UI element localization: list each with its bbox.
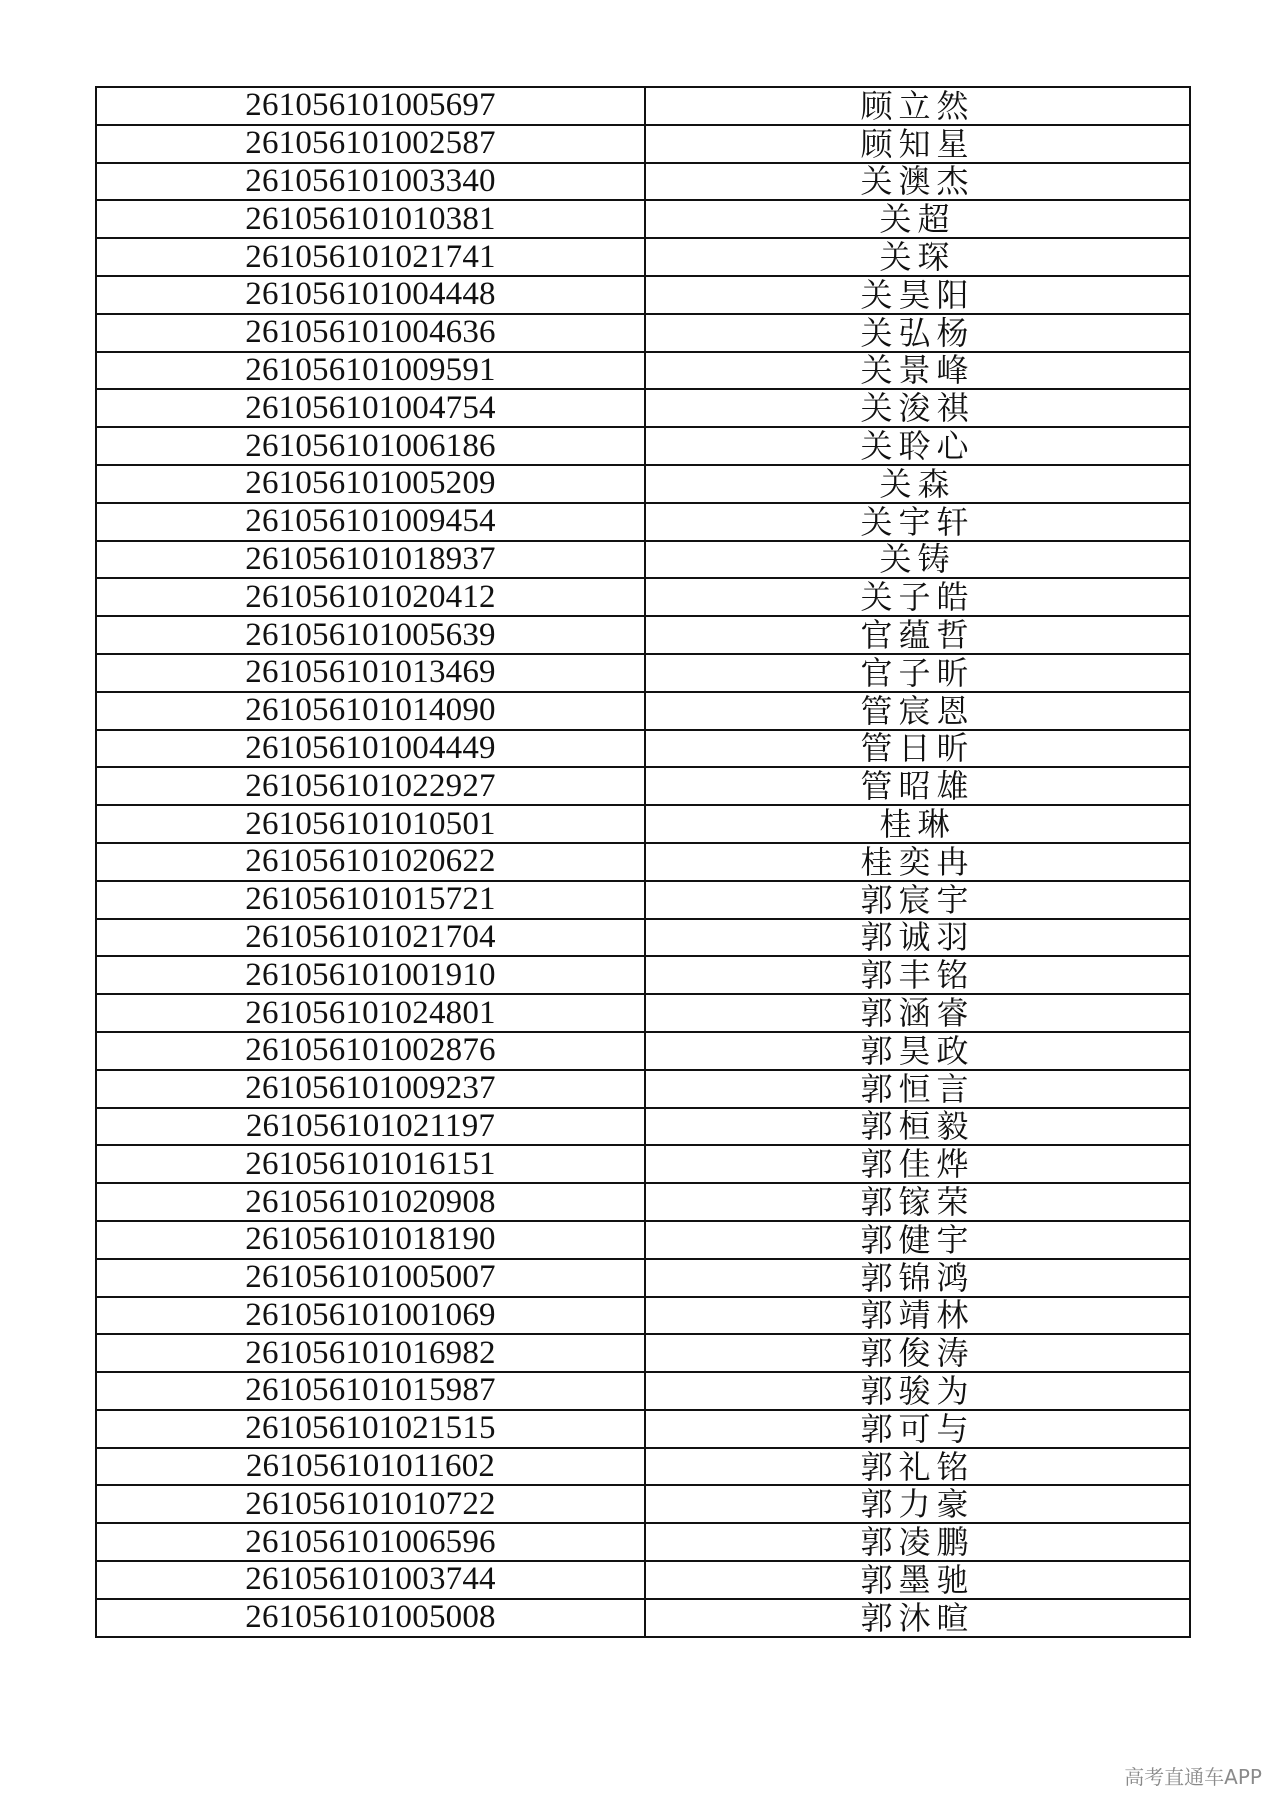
- candidate-name-cell: 郭诚羽: [645, 919, 1190, 957]
- table-row: [96, 541, 1190, 579]
- candidate-table-body: [96, 87, 1190, 1637]
- candidate-id-cell: 261056101020412: [96, 578, 645, 616]
- candidate-name-cell: 郭健宇: [645, 1221, 1190, 1259]
- candidate-name-cell: 郭礼铭: [645, 1448, 1190, 1486]
- candidate-name-cell: 关子皓: [645, 578, 1190, 616]
- table-row: [96, 125, 1190, 163]
- candidate-name-cell: 郭锦鸿: [645, 1259, 1190, 1297]
- candidate-id-cell: 261056101024801: [96, 994, 645, 1032]
- table-row: [96, 881, 1190, 919]
- candidate-id-cell: 261056101021704: [96, 919, 645, 957]
- candidate-id-cell: 261056101013469: [96, 654, 645, 692]
- candidate-name-cell: 郭丰铭: [645, 956, 1190, 994]
- candidate-id-cell: 261056101021515: [96, 1410, 645, 1448]
- candidate-name-cell: 管宸恩: [645, 692, 1190, 730]
- candidate-id-cell: 261056101003744: [96, 1561, 645, 1599]
- table-row: [96, 200, 1190, 238]
- candidate-name-cell: 郭力豪: [645, 1485, 1190, 1523]
- table-row: [96, 805, 1190, 843]
- candidate-name-cell: 桂奕冉: [645, 843, 1190, 881]
- candidate-name-cell: 关澳杰: [645, 163, 1190, 201]
- candidate-id-cell: 261056101003340: [96, 163, 645, 201]
- candidate-id-cell: 261056101010722: [96, 1485, 645, 1523]
- candidate-name-cell: 关铸: [645, 541, 1190, 579]
- candidate-name-cell: 关景峰: [645, 352, 1190, 390]
- table-row: [96, 1372, 1190, 1410]
- candidate-id-cell: 261056101001910: [96, 956, 645, 994]
- candidate-id-cell: 261056101004754: [96, 389, 645, 427]
- candidate-name-cell: 官子昕: [645, 654, 1190, 692]
- candidate-name-cell: 管日昕: [645, 730, 1190, 768]
- candidate-id-cell: 261056101005008: [96, 1599, 645, 1637]
- table-row: [96, 1108, 1190, 1146]
- candidate-name-cell: 关森: [645, 465, 1190, 503]
- candidate-id-cell: 261056101005639: [96, 616, 645, 654]
- candidate-id-cell: 261056101022927: [96, 767, 645, 805]
- table-row: [96, 692, 1190, 730]
- table-row: [96, 276, 1190, 314]
- table-row: [96, 919, 1190, 957]
- candidate-name-cell: 关超: [645, 200, 1190, 238]
- candidate-name-cell: 郭墨驰: [645, 1561, 1190, 1599]
- candidate-id-cell: 261056101015987: [96, 1372, 645, 1410]
- candidate-name-cell: 郭可与: [645, 1410, 1190, 1448]
- table-row: [96, 843, 1190, 881]
- candidate-name-cell: 郭骏为: [645, 1372, 1190, 1410]
- table-row: [96, 616, 1190, 654]
- candidate-id-cell: 261056101009591: [96, 352, 645, 390]
- candidate-name-cell: 顾立然: [645, 87, 1190, 125]
- candidate-id-cell: 261056101001069: [96, 1297, 645, 1335]
- table-row: [96, 1448, 1190, 1486]
- candidate-id-cell: 261056101014090: [96, 692, 645, 730]
- table-row: [96, 163, 1190, 201]
- table-row: [96, 730, 1190, 768]
- watermark-text: 高考直通车APP: [1124, 1765, 1262, 1789]
- candidate-id-cell: 261056101010501: [96, 805, 645, 843]
- table-row: [96, 1334, 1190, 1372]
- candidate-name-cell: 关弘杨: [645, 314, 1190, 352]
- candidate-name-cell: 关浚祺: [645, 389, 1190, 427]
- table-row: [96, 352, 1190, 390]
- table-row: [96, 1561, 1190, 1599]
- candidate-id-cell: 261056101002587: [96, 125, 645, 163]
- candidate-name-cell: 郭佳烨: [645, 1145, 1190, 1183]
- table-row: [96, 503, 1190, 541]
- table-row: [96, 1183, 1190, 1221]
- candidate-name-cell: 郭昊政: [645, 1032, 1190, 1070]
- candidate-id-cell: 261056101021197: [96, 1108, 645, 1146]
- candidate-id-cell: 261056101006186: [96, 427, 645, 465]
- candidate-name-cell: 关宇轩: [645, 503, 1190, 541]
- table-row: [96, 994, 1190, 1032]
- candidate-id-cell: 261056101002876: [96, 1032, 645, 1070]
- candidate-name-cell: 郭涵睿: [645, 994, 1190, 1032]
- candidate-id-cell: 261056101016982: [96, 1334, 645, 1372]
- candidate-id-cell: 261056101009454: [96, 503, 645, 541]
- table-row: [96, 1297, 1190, 1335]
- table-row: [96, 1485, 1190, 1523]
- candidate-name-cell: 郭沐暄: [645, 1599, 1190, 1637]
- table-row: [96, 427, 1190, 465]
- candidate-name-cell: 顾知星: [645, 125, 1190, 163]
- candidate-name-cell: 关聆心: [645, 427, 1190, 465]
- table-row: [96, 1523, 1190, 1561]
- table-row: [96, 1032, 1190, 1070]
- table-row: [96, 654, 1190, 692]
- candidate-id-cell: 261056101018937: [96, 541, 645, 579]
- table-row: [96, 956, 1190, 994]
- table-row: [96, 1070, 1190, 1108]
- candidate-id-cell: 261056101015721: [96, 881, 645, 919]
- table-row: [96, 87, 1190, 125]
- candidate-id-cell: 261056101004448: [96, 276, 645, 314]
- candidate-name-cell: 郭镓荣: [645, 1183, 1190, 1221]
- candidate-id-cell: 261056101005697: [96, 87, 645, 125]
- candidate-name-cell: 桂琳: [645, 805, 1190, 843]
- candidate-name-cell: 管昭雄: [645, 767, 1190, 805]
- candidate-id-cell: 261056101005007: [96, 1259, 645, 1297]
- candidate-name-cell: 官蕴哲: [645, 616, 1190, 654]
- candidate-id-cell: 261056101021741: [96, 238, 645, 276]
- table-row: [96, 767, 1190, 805]
- table-row: [96, 1221, 1190, 1259]
- candidate-id-cell: 261056101004636: [96, 314, 645, 352]
- candidate-id-cell: 261056101010381: [96, 200, 645, 238]
- candidate-name-cell: 关琛: [645, 238, 1190, 276]
- candidate-name-cell: 郭桓毅: [645, 1108, 1190, 1146]
- candidate-table: [95, 86, 1191, 1638]
- table-row: [96, 578, 1190, 616]
- candidate-id-cell: 261056101009237: [96, 1070, 645, 1108]
- candidate-id-cell: 261056101006596: [96, 1523, 645, 1561]
- table-row: [96, 1599, 1190, 1637]
- candidate-id-cell: 261056101011602: [96, 1448, 645, 1486]
- candidate-name-cell: 郭凌鹏: [645, 1523, 1190, 1561]
- candidate-name-cell: 郭靖林: [645, 1297, 1190, 1335]
- candidate-name-cell: 郭恒言: [645, 1070, 1190, 1108]
- candidate-id-cell: 261056101018190: [96, 1221, 645, 1259]
- table-row: [96, 314, 1190, 352]
- table-row: [96, 1145, 1190, 1183]
- candidate-id-cell: 261056101004449: [96, 730, 645, 768]
- candidate-id-cell: 261056101020622: [96, 843, 645, 881]
- candidate-id-cell: 261056101016151: [96, 1145, 645, 1183]
- table-row: [96, 1259, 1190, 1297]
- candidate-name-cell: 郭宸宇: [645, 881, 1190, 919]
- candidate-id-cell: 261056101020908: [96, 1183, 645, 1221]
- table-row: [96, 465, 1190, 503]
- table-row: [96, 389, 1190, 427]
- candidate-id-cell: 261056101005209: [96, 465, 645, 503]
- candidate-name-cell: 关昊阳: [645, 276, 1190, 314]
- table-row: [96, 1410, 1190, 1448]
- table-row: [96, 238, 1190, 276]
- candidate-name-cell: 郭俊涛: [645, 1334, 1190, 1372]
